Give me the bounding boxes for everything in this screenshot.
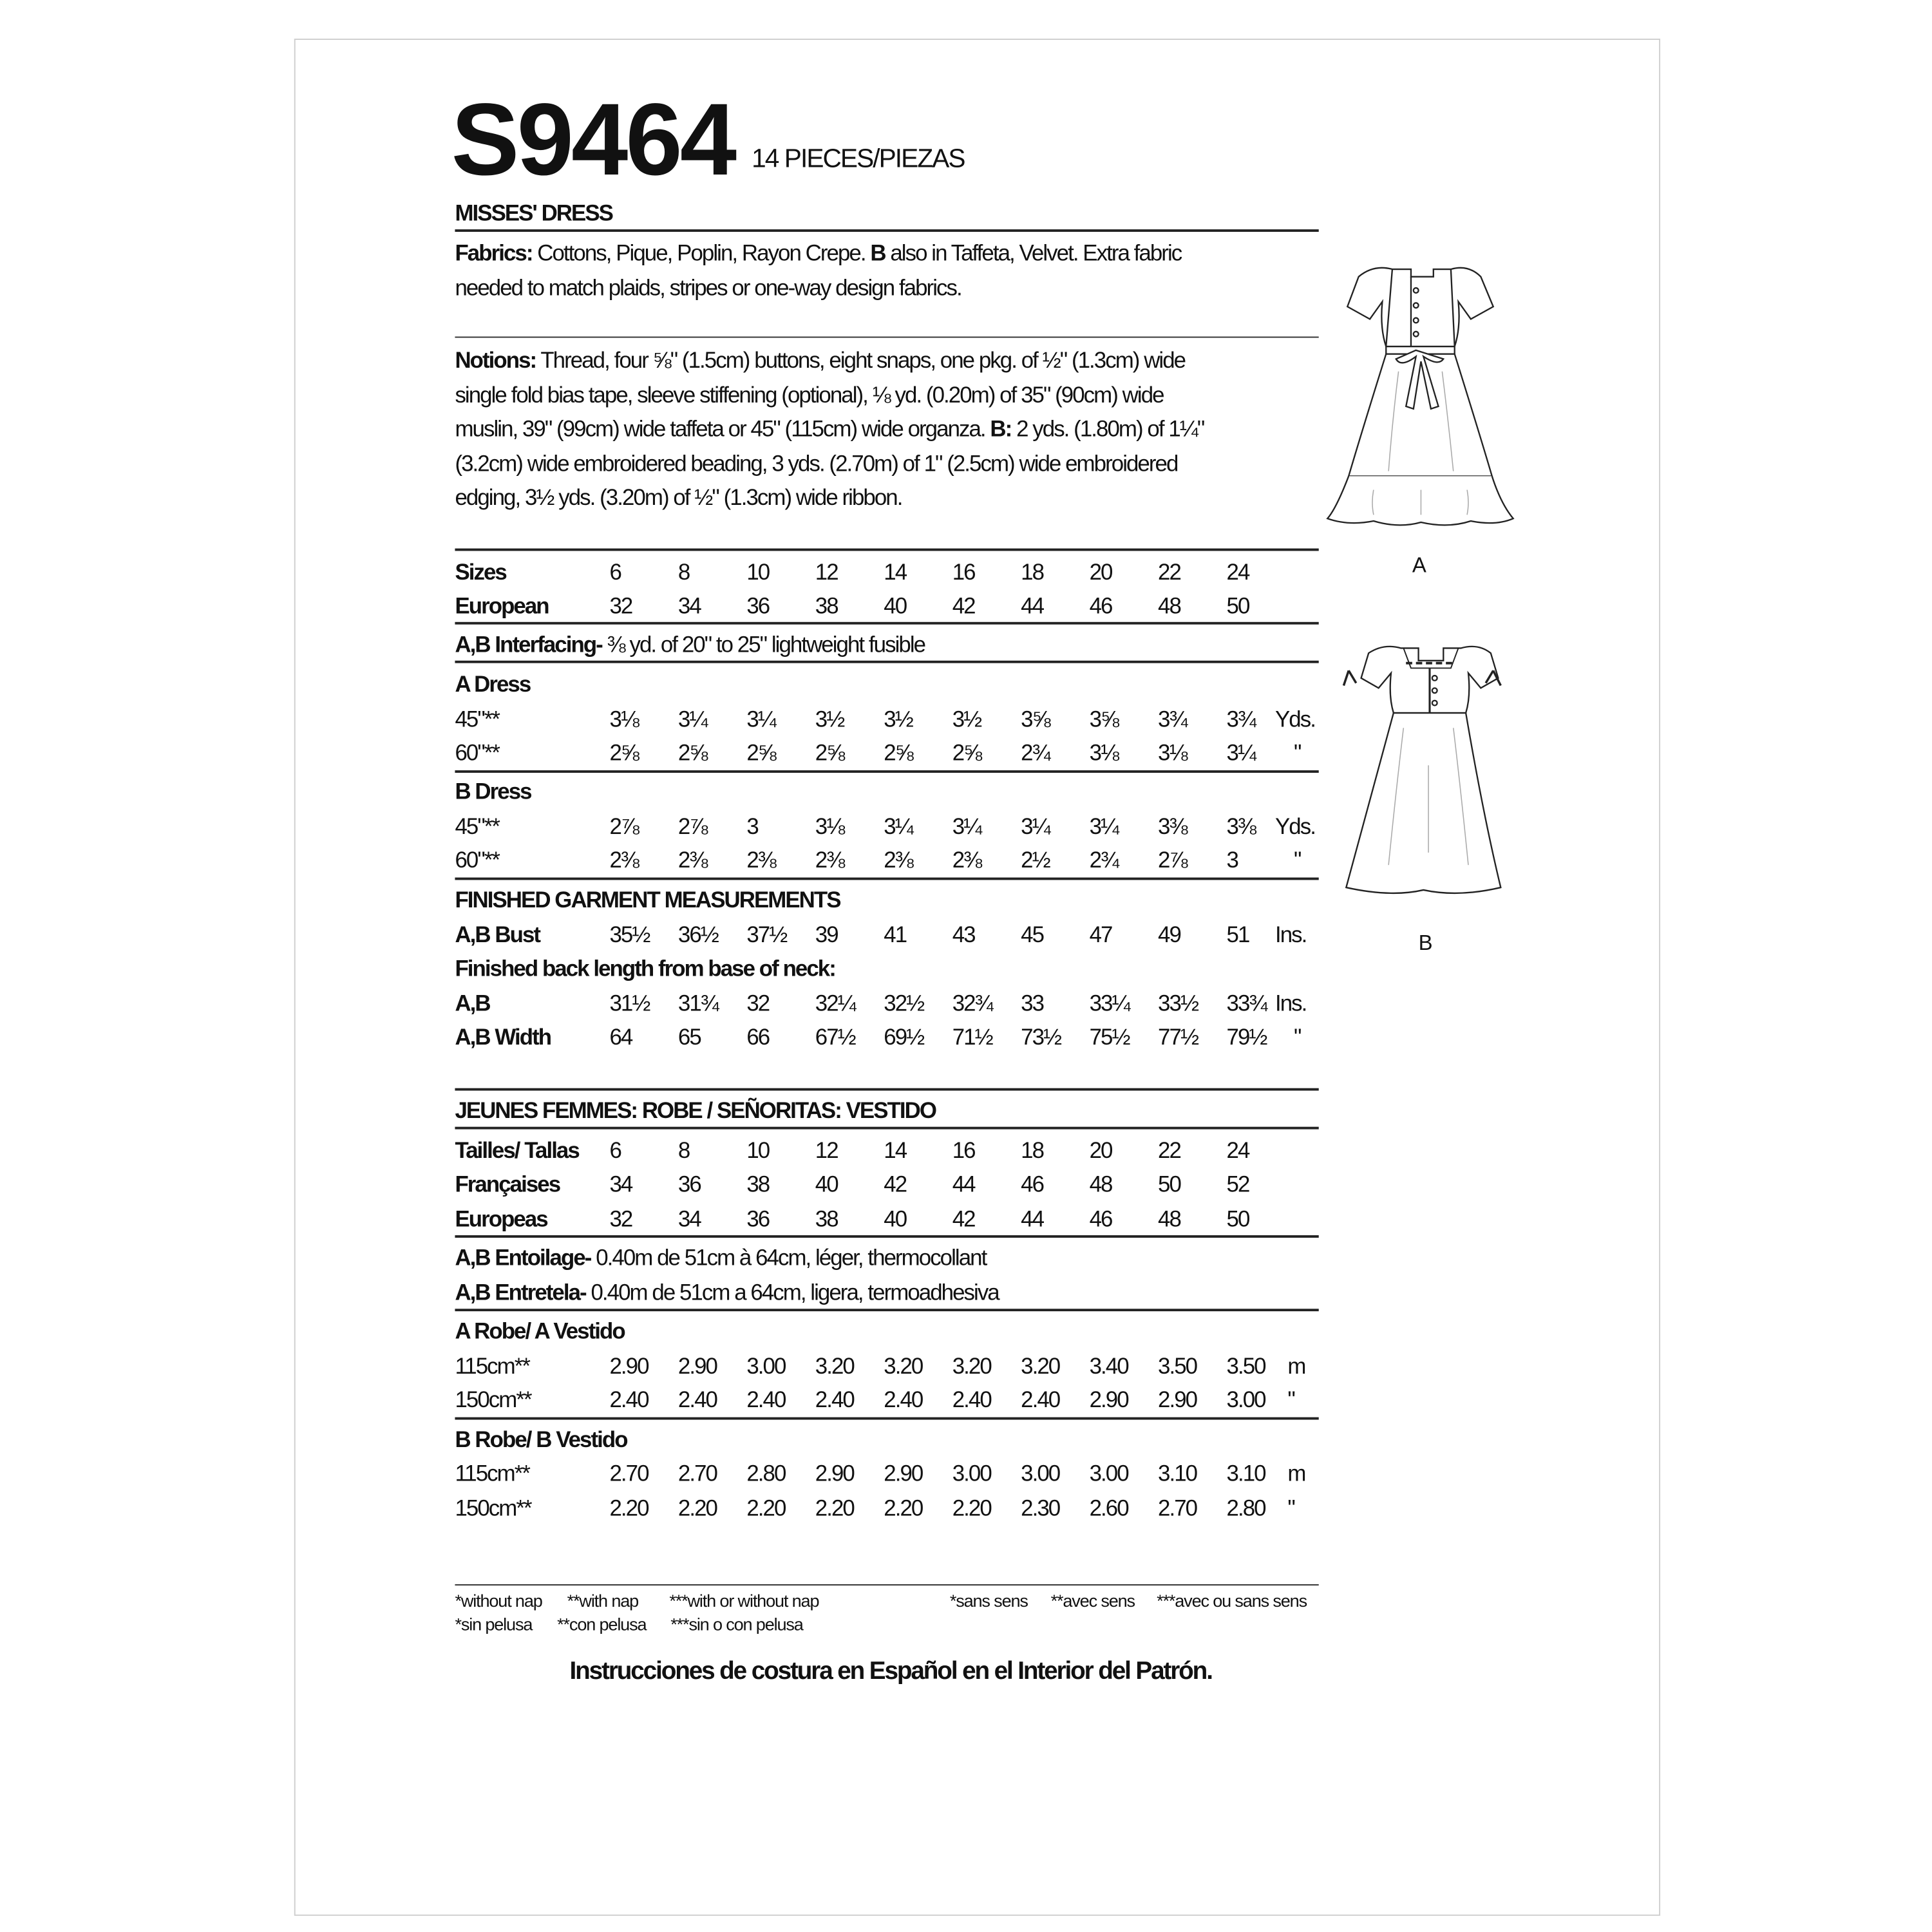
table-cell: 2.20 bbox=[609, 1495, 649, 1521]
piece-count: 14 PIECES/PIEZAS bbox=[752, 144, 965, 174]
view-b-label: B bbox=[1418, 931, 1433, 955]
table-cell: 71½ bbox=[952, 1024, 992, 1050]
table-cell: 3.50 bbox=[1226, 1353, 1265, 1379]
table-cell: 32 bbox=[746, 990, 770, 1016]
table-cell: 3½ bbox=[952, 706, 981, 732]
table-cell: 48 bbox=[1089, 1171, 1112, 1197]
notions-label: Notions: bbox=[455, 347, 536, 373]
table-cell: 34 bbox=[677, 1206, 701, 1232]
table-cell: 40 bbox=[815, 1171, 838, 1197]
table-cell: 36 bbox=[677, 1171, 701, 1197]
table-cell: 2¾ bbox=[1021, 740, 1050, 766]
table-cell: 36 bbox=[746, 593, 770, 618]
fabrics-line-1 bbox=[455, 240, 1181, 267]
table-cell: 3.00 bbox=[952, 1461, 991, 1486]
table-cell: 2⅝ bbox=[609, 740, 639, 766]
table-cell: 79½ bbox=[1226, 1024, 1267, 1050]
fabrics-line-2: needed to match plaids, stripes or one-way design fabrics. bbox=[455, 275, 961, 301]
row-label: Tailles/ Tallas bbox=[455, 1138, 579, 1163]
table-cell: 3.00 bbox=[1226, 1387, 1265, 1412]
table-cell: 3 bbox=[746, 813, 758, 839]
row-label: A,B Bust bbox=[455, 922, 540, 947]
table-cell: 2⅞ bbox=[609, 813, 639, 839]
row-label: Françaises bbox=[455, 1171, 560, 1197]
table-cell: 3⅝ bbox=[1021, 706, 1050, 732]
table-cell: 2.20 bbox=[884, 1495, 923, 1521]
table-cell: 3¾ bbox=[1158, 706, 1187, 732]
table-cell: 2.80 bbox=[1226, 1495, 1265, 1521]
table-cell: 2⅝ bbox=[884, 740, 913, 766]
table-cell: 16 bbox=[952, 1138, 975, 1163]
table-cell: 3¼ bbox=[1089, 813, 1119, 839]
footnote: ***sin o con pelusa bbox=[670, 1614, 803, 1634]
table-cell: 3⅛ bbox=[1089, 740, 1119, 766]
table-cell: 2½ bbox=[1021, 848, 1050, 873]
table-cell: 10 bbox=[746, 1138, 770, 1163]
table-cell: 42 bbox=[952, 1206, 975, 1232]
table-cell: 33¼ bbox=[1089, 990, 1130, 1016]
table-cell: 12 bbox=[815, 560, 838, 585]
row-label: 45"** bbox=[455, 706, 500, 732]
table-cell: 2⅜ bbox=[815, 848, 844, 873]
table-cell: 2.40 bbox=[1021, 1387, 1060, 1412]
table-cell: 42 bbox=[952, 593, 975, 618]
divider bbox=[455, 770, 1318, 773]
table-cell: 49 bbox=[1158, 922, 1180, 947]
table-cell: 3.50 bbox=[1158, 1353, 1197, 1379]
table-cell: 2.60 bbox=[1089, 1495, 1128, 1521]
table-cell: 2⅜ bbox=[746, 848, 775, 873]
table-cell: 34 bbox=[677, 593, 701, 618]
row-label: European bbox=[455, 593, 549, 618]
row-label: Sizes bbox=[455, 560, 506, 585]
table-cell: 46 bbox=[1089, 1206, 1112, 1232]
row-label: Finished back length from base of neck: bbox=[455, 956, 835, 981]
notions-text: Thread, four ⅝" (1.5cm) buttons, eight snaps, one pkg. of ½" (1.3cm) wide bbox=[536, 347, 1186, 373]
table-cell: 3⅛ bbox=[609, 706, 639, 732]
table-cell: 44 bbox=[1021, 1206, 1044, 1232]
notions-line-1 bbox=[455, 346, 1185, 374]
table-cell: 36½ bbox=[677, 922, 718, 947]
view-a-label: A bbox=[1412, 553, 1426, 578]
table-cell: 65 bbox=[677, 1024, 701, 1050]
fabrics-text: also in Taffeta, Velvet. Extra fabric bbox=[885, 240, 1182, 266]
table-cell: 32 bbox=[609, 593, 632, 618]
table-cell: 47 bbox=[1089, 922, 1112, 947]
table-cell: 6 bbox=[609, 1138, 621, 1163]
table-cell: 2⅜ bbox=[677, 848, 707, 873]
table-cell: 2.70 bbox=[1158, 1495, 1197, 1521]
garment-title: MISSES' DRESS bbox=[455, 200, 612, 226]
table-cell: 33½ bbox=[1158, 990, 1198, 1016]
unit-label: m bbox=[1287, 1353, 1305, 1379]
table-cell: 2.40 bbox=[952, 1387, 991, 1412]
table-cell: 3.10 bbox=[1158, 1461, 1197, 1486]
divider bbox=[455, 1127, 1318, 1130]
table-cell: 3¼ bbox=[884, 813, 913, 839]
table-cell: 2.70 bbox=[609, 1461, 649, 1486]
table-cell: 3⅛ bbox=[815, 813, 844, 839]
table-cell: 3⅝ bbox=[1089, 706, 1119, 732]
row-label: 115cm** bbox=[455, 1461, 530, 1486]
table-cell: 64 bbox=[609, 1024, 632, 1050]
table-cell: 3⅛ bbox=[1158, 740, 1187, 766]
unit-label: " bbox=[1287, 1495, 1294, 1521]
unit-label: Yds. bbox=[1274, 813, 1315, 839]
table-cell: 12 bbox=[815, 1138, 838, 1163]
table-cell: 3.20 bbox=[1021, 1353, 1060, 1379]
pattern-number: S9464 bbox=[451, 83, 735, 197]
table-cell: 3.40 bbox=[1089, 1353, 1128, 1379]
table-cell: 51 bbox=[1226, 922, 1249, 947]
table-cell: 2⅞ bbox=[677, 813, 707, 839]
table-cell: 73½ bbox=[1021, 1024, 1061, 1050]
table-cell: 67½ bbox=[815, 1024, 855, 1050]
row-label: B Robe/ B Vestido bbox=[455, 1427, 627, 1452]
table-cell: 36 bbox=[746, 1206, 770, 1232]
table-cell: 3.20 bbox=[884, 1353, 923, 1379]
row-label: A Robe/ A Vestido bbox=[455, 1318, 625, 1344]
table-cell: 41 bbox=[884, 922, 907, 947]
table-cell: 2.90 bbox=[1089, 1387, 1128, 1412]
table-cell: 38 bbox=[815, 1206, 838, 1232]
table-cell: 45 bbox=[1021, 922, 1044, 947]
table-cell: 48 bbox=[1158, 1206, 1180, 1232]
table-cell: 2.20 bbox=[746, 1495, 786, 1521]
footnote: *sin pelusa bbox=[455, 1614, 533, 1634]
table-cell: 3¼ bbox=[1021, 813, 1050, 839]
row-label: A,B Interfacing- ⅜ yd. of 20" to 25" lightweight fusible bbox=[455, 632, 925, 657]
table-cell: 2.40 bbox=[884, 1387, 923, 1412]
row-label: 150cm** bbox=[455, 1387, 531, 1412]
table-cell: 3.20 bbox=[815, 1353, 854, 1379]
row-label: FINISHED GARMENT MEASUREMENTS bbox=[455, 887, 840, 913]
row-label: 45"** bbox=[455, 813, 500, 839]
table-cell: 3⅜ bbox=[1158, 813, 1187, 839]
table-cell: 2.70 bbox=[677, 1461, 717, 1486]
footnote: **avec sens bbox=[1050, 1590, 1135, 1611]
unit-label: " bbox=[1287, 1387, 1294, 1412]
table-cell: 3.00 bbox=[1089, 1461, 1128, 1486]
table-cell: 40 bbox=[884, 593, 907, 618]
row-text: 0.40m de 51cm a 64cm, ligera, termoadhesiva bbox=[585, 1280, 999, 1305]
table-cell: 2¾ bbox=[1089, 848, 1119, 873]
table-cell: 38 bbox=[815, 593, 838, 618]
table-cell: 43 bbox=[952, 922, 975, 947]
table-cell: 3¼ bbox=[677, 706, 707, 732]
divider bbox=[455, 1417, 1318, 1420]
view-b-marker: B: bbox=[990, 416, 1012, 442]
table-cell: 3¼ bbox=[952, 813, 981, 839]
table-cell: 77½ bbox=[1158, 1024, 1198, 1050]
table-cell: 34 bbox=[609, 1171, 632, 1197]
spanish-instructions-note: Instrucciones de costura en Español en el Interior del Patrón. bbox=[569, 1658, 1212, 1685]
table-cell: 2⅜ bbox=[884, 848, 913, 873]
table-cell: 20 bbox=[1089, 1138, 1112, 1163]
fabrics-text: Cottons, Pique, Poplin, Rayon Crepe. bbox=[532, 240, 871, 266]
table-cell: 8 bbox=[677, 560, 690, 585]
table-cell: 2.40 bbox=[746, 1387, 786, 1412]
table-cell: 48 bbox=[1158, 593, 1180, 618]
table-cell: 69½ bbox=[884, 1024, 924, 1050]
divider bbox=[455, 622, 1318, 625]
divider bbox=[455, 1584, 1318, 1586]
footnote: ***avec ou sans sens bbox=[1157, 1590, 1307, 1611]
table-cell: 24 bbox=[1226, 1138, 1249, 1163]
row-text: 0.40m de 51cm à 64cm, léger, thermocollant bbox=[591, 1245, 987, 1271]
table-cell: 22 bbox=[1158, 1138, 1180, 1163]
table-cell: 39 bbox=[815, 922, 838, 947]
table-cell: 2.90 bbox=[884, 1461, 923, 1486]
footnote: **with nap bbox=[567, 1590, 639, 1611]
table-cell: 24 bbox=[1226, 560, 1249, 585]
divider bbox=[455, 1088, 1318, 1091]
view-b-dress-illustration bbox=[1341, 641, 1506, 905]
divider bbox=[455, 1309, 1318, 1311]
table-cell: 44 bbox=[1021, 593, 1044, 618]
table-cell: 50 bbox=[1226, 593, 1249, 618]
table-cell: 20 bbox=[1089, 560, 1112, 585]
table-cell: 44 bbox=[952, 1171, 975, 1197]
divider bbox=[455, 878, 1318, 880]
table-cell: 3.00 bbox=[1021, 1461, 1060, 1486]
table-cell: 2⅜ bbox=[609, 848, 639, 873]
table-cell: 3¾ bbox=[1226, 706, 1256, 732]
unit-label: Ins. bbox=[1274, 990, 1307, 1016]
table-cell: 22 bbox=[1158, 560, 1180, 585]
unit-label: " bbox=[1294, 1024, 1301, 1050]
table-cell: 18 bbox=[1021, 1138, 1044, 1163]
table-cell: 32 bbox=[609, 1206, 632, 1232]
row-text: ⅜ yd. of 20" to 25" lightweight fusible bbox=[601, 632, 925, 657]
unit-label: " bbox=[1294, 848, 1301, 873]
divider bbox=[455, 661, 1318, 663]
table-cell: 3.10 bbox=[1226, 1461, 1265, 1486]
table-cell: 2.90 bbox=[677, 1353, 717, 1379]
unit-label: Ins. bbox=[1274, 922, 1307, 947]
table-cell: 38 bbox=[746, 1171, 770, 1197]
notions-text: 2 yds. (1.80m) of 1¼" bbox=[1011, 416, 1204, 442]
unit-label: Yds. bbox=[1274, 706, 1315, 732]
notions-line-2: single fold bias tape, sleeve stiffening (optional), ⅛ yd. (0.20m) of 35" (90cm) wide bbox=[455, 383, 1164, 408]
table-cell: 3¼ bbox=[1226, 740, 1256, 766]
view-b-marker: B bbox=[870, 240, 886, 266]
table-cell: 14 bbox=[884, 1138, 907, 1163]
row-label: A,B bbox=[455, 990, 490, 1016]
footnote: **con pelusa bbox=[557, 1614, 647, 1634]
table-cell: 3 bbox=[1226, 848, 1238, 873]
table-cell: 2.20 bbox=[677, 1495, 717, 1521]
row-label: 60"** bbox=[455, 740, 500, 766]
footnote: *without nap bbox=[455, 1590, 542, 1611]
table-cell: 31¾ bbox=[677, 990, 718, 1016]
row-label: JEUNES FEMMES: ROBE / SEÑORITAS: VESTIDO bbox=[455, 1098, 936, 1123]
table-cell: 31½ bbox=[609, 990, 650, 1016]
table-cell: 3⅜ bbox=[1226, 813, 1256, 839]
row-label: A,B Entoilage- 0.40m de 51cm à 64cm, léger, thermocollant bbox=[455, 1245, 987, 1271]
table-cell: 50 bbox=[1226, 1206, 1249, 1232]
table-cell: 3½ bbox=[884, 706, 913, 732]
table-cell: 46 bbox=[1021, 1171, 1044, 1197]
row-label: Europeas bbox=[455, 1206, 547, 1232]
table-cell: 33 bbox=[1021, 990, 1044, 1016]
table-cell: 40 bbox=[884, 1206, 907, 1232]
divider bbox=[455, 337, 1318, 338]
footnote: ***with or without nap bbox=[669, 1590, 819, 1611]
table-cell: 3½ bbox=[815, 706, 844, 732]
footnote: *sans sens bbox=[949, 1590, 1028, 1611]
table-cell: 32¼ bbox=[815, 990, 855, 1016]
table-cell: 2⅝ bbox=[952, 740, 981, 766]
notions-line-3 bbox=[455, 415, 1204, 443]
table-cell: 32¾ bbox=[952, 990, 992, 1016]
table-cell: 10 bbox=[746, 560, 770, 585]
table-cell: 2.30 bbox=[1021, 1495, 1060, 1521]
table-cell: 2⅜ bbox=[952, 848, 981, 873]
table-cell: 35½ bbox=[609, 922, 650, 947]
table-cell: 66 bbox=[746, 1024, 770, 1050]
table-cell: 52 bbox=[1226, 1171, 1249, 1197]
divider bbox=[455, 549, 1318, 551]
row-label: 60"** bbox=[455, 848, 500, 873]
table-cell: 2.40 bbox=[677, 1387, 717, 1412]
table-cell: 2.20 bbox=[815, 1495, 854, 1521]
row-label: A,B Width bbox=[455, 1024, 551, 1050]
table-cell: 2.90 bbox=[815, 1461, 854, 1486]
table-cell: 16 bbox=[952, 560, 975, 585]
row-label: A Dress bbox=[455, 672, 531, 697]
table-cell: 33¾ bbox=[1226, 990, 1267, 1016]
table-cell: 8 bbox=[677, 1138, 690, 1163]
table-cell: 3.00 bbox=[746, 1353, 786, 1379]
table-cell: 32½ bbox=[884, 990, 924, 1016]
table-cell: 18 bbox=[1021, 560, 1044, 585]
unit-label: " bbox=[1294, 740, 1301, 766]
table-cell: 14 bbox=[884, 560, 907, 585]
table-cell: 75½ bbox=[1089, 1024, 1130, 1050]
table-cell: 2⅝ bbox=[815, 740, 844, 766]
table-cell: 2⅝ bbox=[746, 740, 775, 766]
table-cell: 3.20 bbox=[952, 1353, 991, 1379]
table-cell: 2.40 bbox=[609, 1387, 649, 1412]
notions-line-5: edging, 3½ yds. (3.20m) of ½" (1.3cm) wide ribbon. bbox=[455, 484, 902, 510]
row-label: 115cm** bbox=[455, 1353, 530, 1379]
table-cell: 2.90 bbox=[609, 1353, 649, 1379]
table-cell: 2.90 bbox=[1158, 1387, 1197, 1412]
row-label: 150cm** bbox=[455, 1495, 531, 1521]
notions-line-4: (3.2cm) wide embroidered beading, 3 yds. (2.70m) of 1" (2.5cm) wide embroidered bbox=[455, 451, 1178, 477]
table-cell: 2⅞ bbox=[1158, 848, 1187, 873]
table-cell: 42 bbox=[884, 1171, 907, 1197]
row-label: B Dress bbox=[455, 779, 531, 804]
notions-text: muslin, 39" (99cm) wide taffeta or 45" (115cm) wide organza. bbox=[455, 416, 990, 442]
fabrics-label: Fabrics: bbox=[455, 240, 533, 266]
table-cell: 50 bbox=[1158, 1171, 1180, 1197]
view-a-dress-illustration bbox=[1323, 260, 1517, 544]
table-cell: 6 bbox=[609, 560, 621, 585]
table-cell: 37½ bbox=[746, 922, 787, 947]
table-cell: 46 bbox=[1089, 593, 1112, 618]
table-cell: 3¼ bbox=[746, 706, 775, 732]
divider bbox=[455, 1235, 1318, 1238]
table-cell: 2⅝ bbox=[677, 740, 707, 766]
row-label: A,B Entretela- 0.40m de 51cm a 64cm, ligera, termoadhesiva bbox=[455, 1280, 999, 1305]
table-cell: 2.20 bbox=[952, 1495, 991, 1521]
table-cell: 2.80 bbox=[746, 1461, 786, 1486]
unit-label: m bbox=[1287, 1461, 1305, 1486]
table-cell: 2.40 bbox=[815, 1387, 854, 1412]
divider bbox=[455, 229, 1318, 232]
